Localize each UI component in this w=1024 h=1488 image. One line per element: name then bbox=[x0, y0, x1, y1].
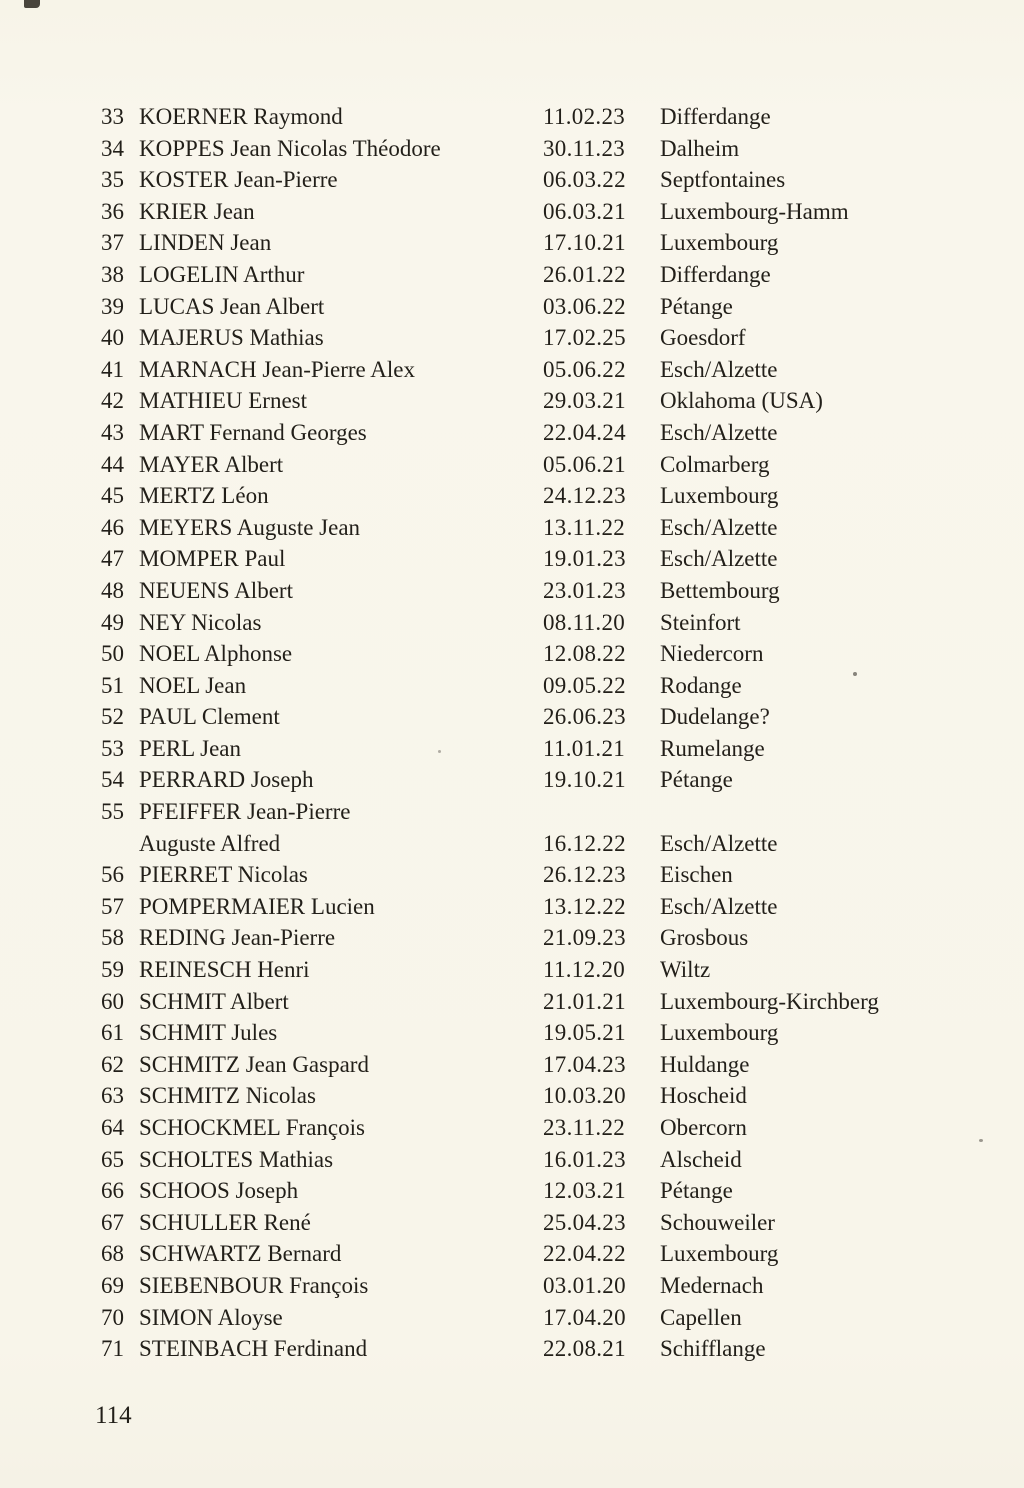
entry-birthplace: Dudelange? bbox=[660, 704, 770, 730]
entry-birthdate: 17.04.23 bbox=[543, 1051, 626, 1077]
entry-birthdate: 09.05.22 bbox=[543, 672, 626, 698]
entry-name: KOPPES Jean Nicolas Théodore bbox=[139, 135, 441, 161]
entry-birthplace: Pétange bbox=[660, 767, 733, 793]
entry-number: 58 bbox=[101, 925, 124, 951]
entry-name: SIEBENBOUR François bbox=[139, 1272, 369, 1298]
entry-birthplace: Esch/Alzette bbox=[660, 546, 778, 572]
entry-number: 48 bbox=[101, 577, 124, 603]
entry-birthplace: Pétange bbox=[660, 1178, 733, 1204]
list-item bbox=[94, 196, 994, 228]
entry-birthdate: 05.06.21 bbox=[543, 451, 626, 477]
list-item bbox=[94, 1049, 994, 1081]
list-item bbox=[94, 291, 994, 323]
entry-birthdate: 25.04.23 bbox=[543, 1209, 626, 1235]
entry-number: 43 bbox=[101, 419, 124, 445]
list-item bbox=[94, 512, 994, 544]
list-item bbox=[94, 607, 994, 639]
list-item bbox=[94, 1144, 994, 1176]
entry-birthdate: 26.12.23 bbox=[543, 862, 626, 888]
entry-number: 49 bbox=[101, 609, 124, 635]
entry-birthplace: Colmarberg bbox=[660, 451, 770, 477]
entry-birthdate: 22.04.22 bbox=[543, 1241, 626, 1267]
entry-name: PERRARD Joseph bbox=[139, 767, 314, 793]
entry-birthdate: 08.11.20 bbox=[543, 609, 626, 635]
entry-number: 63 bbox=[101, 1083, 124, 1109]
list-item bbox=[94, 1080, 994, 1112]
entry-number: 56 bbox=[101, 862, 124, 888]
list-item bbox=[94, 1333, 994, 1365]
list-item bbox=[94, 385, 994, 417]
page-number: 114 bbox=[95, 1402, 132, 1429]
entry-name: SCHOLTES Mathias bbox=[139, 1146, 334, 1172]
entry-name: SCHMITZ Jean Gaspard bbox=[139, 1051, 369, 1077]
entry-number: 44 bbox=[101, 451, 124, 477]
entry-birthplace: Hoscheid bbox=[660, 1083, 747, 1109]
entry-name: SIMON Aloyse bbox=[139, 1304, 283, 1330]
entry-name: SCHMIT Jules bbox=[139, 1020, 278, 1046]
entry-number: 70 bbox=[101, 1304, 124, 1330]
scan-artifact bbox=[24, 0, 40, 8]
entry-birthplace: Esch/Alzette bbox=[660, 830, 778, 856]
entry-birthplace: Steinfort bbox=[660, 609, 741, 635]
entry-number: 54 bbox=[101, 767, 124, 793]
entry-name: LINDEN Jean bbox=[139, 230, 272, 256]
entry-name: SCHMITZ Nicolas bbox=[139, 1083, 316, 1109]
entry-name: MEYERS Auguste Jean bbox=[139, 514, 361, 540]
entry-name: LOGELIN Arthur bbox=[139, 261, 305, 287]
entry-name: SCHWARTZ Bernard bbox=[139, 1241, 342, 1267]
entry-name: Auguste Alfred bbox=[139, 830, 281, 856]
entry-number: 68 bbox=[101, 1241, 124, 1267]
list-item bbox=[94, 891, 994, 923]
entry-name: REINESCH Henri bbox=[139, 957, 310, 983]
entry-birthplace: Huldange bbox=[660, 1051, 750, 1077]
entry-number: 61 bbox=[101, 1020, 124, 1046]
entry-birthplace: Eischen bbox=[660, 862, 733, 888]
entry-birthplace: Goesdorf bbox=[660, 325, 746, 351]
list-item bbox=[94, 164, 994, 196]
entry-birthdate: 22.04.24 bbox=[543, 419, 626, 445]
entry-birthdate: 17.10.21 bbox=[543, 230, 626, 256]
list-item bbox=[94, 227, 994, 259]
entry-name: NOEL Jean bbox=[139, 672, 247, 698]
list-item bbox=[94, 796, 994, 828]
list-item bbox=[94, 859, 994, 891]
entry-name: NOEL Alphonse bbox=[139, 641, 293, 667]
entry-number: 35 bbox=[101, 167, 124, 193]
entry-number: 69 bbox=[101, 1272, 124, 1298]
entry-birthdate: 21.01.21 bbox=[543, 988, 626, 1014]
entry-birthplace: Alscheid bbox=[660, 1146, 742, 1172]
entry-name: PAUL Clement bbox=[139, 704, 280, 730]
list-item bbox=[94, 259, 994, 291]
entry-number: 60 bbox=[101, 988, 124, 1014]
entry-number: 64 bbox=[101, 1115, 124, 1140]
entry-number: 37 bbox=[101, 230, 124, 256]
entry-number: 51 bbox=[101, 672, 124, 698]
list-item bbox=[94, 449, 994, 481]
entry-name: POMPERMAIER Lucien bbox=[139, 893, 375, 919]
entry-number: 38 bbox=[101, 261, 124, 287]
entry-birthplace bbox=[658, 796, 994, 828]
entry-name: KRIER Jean bbox=[139, 198, 255, 224]
entry-number: 47 bbox=[101, 546, 124, 572]
list-item bbox=[94, 764, 994, 796]
entry-number: 65 bbox=[101, 1146, 124, 1172]
list-item bbox=[94, 1175, 994, 1207]
entry-birthdate: 06.03.21 bbox=[543, 198, 626, 224]
entry-birthplace: Esch/Alzette bbox=[660, 514, 778, 540]
entry-list bbox=[94, 101, 994, 1365]
entry-name: LUCAS Jean Albert bbox=[139, 293, 325, 319]
entry-number: 41 bbox=[101, 356, 124, 382]
list-item bbox=[94, 670, 994, 702]
entry-birthdate: 03.01.20 bbox=[543, 1272, 626, 1298]
entry-number: 71 bbox=[101, 1336, 124, 1362]
list-item bbox=[94, 354, 994, 386]
list-item bbox=[94, 1017, 994, 1049]
entry-birthplace: Luxembourg-Hamm bbox=[660, 198, 849, 224]
list-item bbox=[94, 701, 994, 733]
entry-name: REDING Jean-Pierre bbox=[139, 925, 336, 951]
entry-birthplace: Luxembourg-Kirchberg bbox=[660, 988, 879, 1014]
entry-name: PERL Jean bbox=[139, 735, 241, 761]
entry-name: PIERRET Nicolas bbox=[139, 862, 308, 888]
entry-name: SCHOCKMEL François bbox=[139, 1115, 365, 1140]
entry-name: MART Fernand Georges bbox=[139, 419, 367, 445]
entry-birthplace: Rodange bbox=[660, 672, 742, 698]
entry-birthplace: Luxembourg bbox=[660, 1020, 779, 1046]
entry-name: STEINBACH Ferdinand bbox=[139, 1336, 368, 1362]
entry-birthdate: 10.03.20 bbox=[543, 1083, 626, 1109]
list-item bbox=[94, 1302, 994, 1334]
entry-name: PFEIFFER Jean-Pierre bbox=[139, 799, 351, 825]
list-item bbox=[94, 480, 994, 512]
entry-number: 57 bbox=[101, 893, 124, 919]
entry-birthdate: 26.01.22 bbox=[543, 261, 626, 287]
list-item bbox=[94, 733, 994, 765]
entry-birthdate: 24.12.23 bbox=[543, 483, 626, 509]
list-item bbox=[94, 322, 994, 354]
entry-name: SCHULLER René bbox=[139, 1209, 311, 1235]
entry-birthdate: 19.01.23 bbox=[543, 546, 626, 572]
entry-birthdate: 19.05.21 bbox=[543, 1020, 626, 1046]
list-item bbox=[94, 101, 994, 133]
entry-birthdate: 26.06.23 bbox=[543, 704, 626, 730]
entry-birthplace: Esch/Alzette bbox=[660, 419, 778, 445]
entry-birthdate: 19.10.21 bbox=[543, 767, 626, 793]
entry-number: 53 bbox=[101, 735, 124, 761]
entry-birthdate: 16.12.22 bbox=[543, 830, 626, 856]
entry-birthplace: Esch/Alzette bbox=[660, 356, 778, 382]
list-item bbox=[94, 638, 994, 670]
entry-birthdate: 17.02.25 bbox=[543, 325, 626, 351]
entry-birthdate: 30.11.23 bbox=[543, 135, 626, 161]
entry-birthdate: 21.09.23 bbox=[543, 925, 626, 951]
entry-birthdate: 03.06.22 bbox=[543, 293, 626, 319]
entry-name: KOSTER Jean-Pierre bbox=[139, 167, 338, 193]
entry-birthdate: 06.03.22 bbox=[543, 167, 626, 193]
entry-birthplace: Luxembourg bbox=[660, 230, 779, 256]
entry-number: 42 bbox=[101, 388, 124, 414]
entry-birthplace: Grosbous bbox=[660, 925, 749, 951]
entry-name: NEUENS Albert bbox=[139, 577, 293, 603]
entry-birthplace: Wiltz bbox=[660, 957, 711, 983]
entry-name: SCHMIT Albert bbox=[139, 988, 289, 1014]
entry-birthdate: 17.04.20 bbox=[543, 1304, 626, 1330]
entry-name: KOERNER Raymond bbox=[139, 104, 343, 129]
entry-birthplace: Differdange bbox=[660, 261, 771, 287]
entry-number: 40 bbox=[101, 325, 124, 351]
entry-birthplace: Obercorn bbox=[660, 1115, 747, 1140]
entry-birthdate: 11.02.23 bbox=[543, 104, 626, 129]
list-item bbox=[94, 986, 994, 1018]
entry-name: MOMPER Paul bbox=[139, 546, 286, 572]
entry-name: MATHIEU Ernest bbox=[139, 388, 307, 414]
entry-birthplace: Luxembourg bbox=[660, 483, 779, 509]
entry-birthdate: 23.01.23 bbox=[543, 577, 626, 603]
entry-birthplace: Esch/Alzette bbox=[660, 893, 778, 919]
entry-birthplace: Schifflange bbox=[660, 1336, 766, 1362]
entry-number: 67 bbox=[101, 1209, 124, 1235]
entry-birthplace: Bettembourg bbox=[660, 577, 780, 603]
entry-number: 55 bbox=[101, 799, 124, 825]
entry-number: 59 bbox=[101, 957, 124, 983]
entry-birthplace: Medernach bbox=[660, 1272, 764, 1298]
entry-number bbox=[94, 828, 124, 860]
list-item bbox=[94, 1238, 994, 1270]
entry-birthplace: Luxembourg bbox=[660, 1241, 779, 1267]
entry-name: SCHOOS Joseph bbox=[139, 1178, 299, 1204]
entry-number: 39 bbox=[101, 293, 124, 319]
entry-birthplace: Capellen bbox=[660, 1304, 742, 1330]
entry-number: 50 bbox=[101, 641, 124, 667]
entry-number: 34 bbox=[101, 135, 124, 161]
list-item bbox=[94, 954, 994, 986]
entry-number: 36 bbox=[101, 198, 124, 224]
entry-name: MAJERUS Mathias bbox=[139, 325, 324, 351]
entry-number: 66 bbox=[101, 1178, 124, 1204]
entry-birthdate: 29.03.21 bbox=[543, 388, 626, 414]
entry-birthdate: 11.01.21 bbox=[543, 735, 626, 761]
entry-birthplace: Septfontaines bbox=[660, 167, 786, 193]
list-item bbox=[94, 922, 994, 954]
entry-number: 33 bbox=[101, 104, 124, 129]
entry-birthdate: 23.11.22 bbox=[543, 1115, 626, 1140]
entry-number: 52 bbox=[101, 704, 124, 730]
entry-name: NEY Nicolas bbox=[139, 609, 262, 635]
entry-number: 62 bbox=[101, 1051, 124, 1077]
entry-birthdate: 05.06.22 bbox=[543, 356, 626, 382]
entry-name: MARNACH Jean-Pierre Alex bbox=[139, 356, 415, 382]
list-item bbox=[94, 1207, 994, 1239]
entry-birthdate: 22.08.21 bbox=[543, 1336, 626, 1362]
entry-name: MAYER Albert bbox=[139, 451, 284, 477]
entry-number: 45 bbox=[101, 483, 124, 509]
entry-birthdate: 12.03.21 bbox=[543, 1178, 626, 1204]
list-item bbox=[94, 575, 994, 607]
list-item bbox=[94, 828, 994, 860]
entry-number: 46 bbox=[101, 514, 124, 540]
entry-birthplace: Schouweiler bbox=[660, 1209, 775, 1235]
entry-birthdate: 13.11.22 bbox=[543, 514, 626, 540]
list-item bbox=[94, 543, 994, 575]
list-item bbox=[94, 133, 994, 165]
entry-birthdate: 13.12.22 bbox=[543, 893, 626, 919]
entry-birthdate bbox=[543, 796, 658, 828]
entry-birthplace: Dalheim bbox=[660, 135, 740, 161]
entry-birthplace: Differdange bbox=[660, 104, 771, 129]
entry-birthplace: Niedercorn bbox=[660, 641, 764, 667]
entry-birthdate: 16.01.23 bbox=[543, 1146, 626, 1172]
entry-birthdate: 12.08.22 bbox=[543, 641, 626, 667]
entry-name: MERTZ Léon bbox=[139, 483, 269, 509]
list-item bbox=[94, 1270, 994, 1302]
list-item bbox=[94, 417, 994, 449]
list-item bbox=[94, 1112, 994, 1144]
entry-birthdate: 11.12.20 bbox=[543, 957, 626, 983]
entry-birthplace: Rumelange bbox=[660, 735, 765, 761]
entry-birthplace: Oklahoma (USA) bbox=[660, 388, 823, 414]
entry-birthplace: Pétange bbox=[660, 293, 733, 319]
